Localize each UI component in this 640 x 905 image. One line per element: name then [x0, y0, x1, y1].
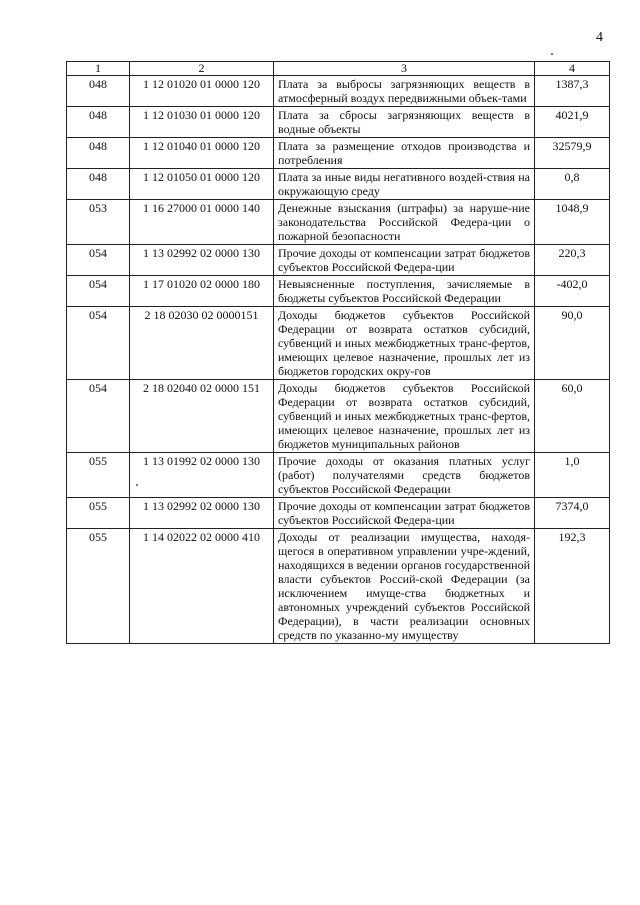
admin-code-cell: 055: [67, 453, 130, 498]
description-cell: Доходы бюджетов субъектов Российской Федерации от возврата остатков субсидий, субвенций и иных межбюджетных транс-фертов, имеющих целевое назначение, прошлых лет из бюджетов городских окру-гов: [274, 307, 535, 380]
admin-code-cell: 055: [67, 529, 130, 644]
admin-code-cell: 048: [67, 107, 130, 138]
description-cell: Прочие доходы от компенсации затрат бюджетов субъектов Российской Федера-ции: [274, 498, 535, 529]
description-cell: Плата за размещение отходов производства и потребления: [274, 138, 535, 169]
table-row: [67, 138, 610, 169]
budget-code-cell: 1 17 01020 02 0000 180: [130, 276, 274, 307]
table-row: [67, 380, 610, 453]
description-cell: Плата за сбросы загрязняющих веществ в водные объекты: [274, 107, 535, 138]
table-row: [67, 107, 610, 138]
budget-code-cell: 1 14 02022 02 0000 410: [130, 529, 274, 644]
admin-code-cell: 054: [67, 245, 130, 276]
budget-code-cell: 2 18 02030 02 0000151: [130, 307, 274, 380]
table-row: [67, 276, 610, 307]
amount-cell: -402,0: [535, 276, 610, 307]
amount-cell: 4021,9: [535, 107, 610, 138]
amount-cell: 192,3: [535, 529, 610, 644]
amount-cell: 1387,3: [535, 76, 610, 107]
admin-code-cell: 048: [67, 169, 130, 200]
admin-code-cell: 054: [67, 307, 130, 380]
amount-cell: 7374,0: [535, 498, 610, 529]
amount-cell: 0,8: [535, 169, 610, 200]
budget-code-cell: 1 13 01992 02 0000 130: [130, 453, 274, 498]
description-cell: Прочие доходы от оказания платных услуг (работ) получателями средств бюджетов субъектов Российской Федерации: [274, 453, 535, 498]
admin-code-cell: 054: [67, 276, 130, 307]
description-cell: Плата за выбросы загрязняющих веществ в атмосферный воздух передвижными объек-тами: [274, 76, 535, 107]
column-header-3: 3: [274, 62, 535, 76]
amount-cell: 1048,9: [535, 200, 610, 245]
table-row: [67, 307, 610, 380]
admin-code-cell: 053: [67, 200, 130, 245]
scan-speck: [551, 53, 553, 55]
admin-code-cell: 048: [67, 138, 130, 169]
description-cell: Доходы бюджетов субъектов Российской Федерации от возврата остатков субсидий, субвенций и иных межбюджетных транс-фертов, имеющих целевое назначение, прошлых лет из бюджетов муниципальных районов: [274, 380, 535, 453]
budget-code-cell: 1 12 01020 01 0000 120: [130, 76, 274, 107]
budget-code-cell: 1 12 01040 01 0000 120: [130, 138, 274, 169]
table-row: [67, 169, 610, 200]
amount-cell: 90,0: [535, 307, 610, 380]
description-cell: Невыясненные поступления, зачисляемые в бюджеты субъектов Российской Федерации: [274, 276, 535, 307]
column-header-2: 2: [130, 62, 274, 76]
amount-cell: 1,0: [535, 453, 610, 498]
table-row: [67, 529, 610, 644]
amount-cell: 32579,9: [535, 138, 610, 169]
budget-code-cell: 1 13 02992 02 0000 130: [130, 498, 274, 529]
amount-cell: 220,3: [535, 245, 610, 276]
table-row: [67, 453, 610, 498]
description-cell: Плата за иные виды негативного воздей-ствия на окружающую среду: [274, 169, 535, 200]
budget-code-cell: 1 12 01050 01 0000 120: [130, 169, 274, 200]
table-row: [67, 498, 610, 529]
column-header-4: 4: [535, 62, 610, 76]
column-number-row: [67, 62, 610, 76]
admin-code-cell: 048: [67, 76, 130, 107]
admin-code-cell: 054: [67, 380, 130, 453]
table-row: [67, 76, 610, 107]
column-header-1: 1: [67, 62, 130, 76]
table-row: [67, 200, 610, 245]
description-cell: Прочие доходы от компенсации затрат бюджетов субъектов Российской Федера-ции: [274, 245, 535, 276]
budget-code-cell: 1 12 01030 01 0000 120: [130, 107, 274, 138]
budget-code-cell: 1 16 27000 01 0000 140: [130, 200, 274, 245]
budget-code-cell: 1 13 02992 02 0000 130: [130, 245, 274, 276]
amount-cell: 60,0: [535, 380, 610, 453]
admin-code-cell: 055: [67, 498, 130, 529]
page-number: 4: [596, 30, 603, 45]
description-cell: Доходы от реализации имущества, находя-щегося в оперативном управлении учре-ждений, находящихся в ведении органов государственной власти субъектов Россий-ской Федерации (за исключением имуще-ства бюджетных и автономных учреждений субъектов Российской Федерации), в части реализации основных средств по указанно-му имуществу: [274, 529, 535, 644]
budget-code-cell: 2 18 02040 02 0000 151: [130, 380, 274, 453]
table-row: [67, 245, 610, 276]
revenue-table: [66, 61, 610, 644]
description-cell: Денежные взыскания (штрафы) за наруше-ние законодательства Российской Федера-ции о пожарной безопасности: [274, 200, 535, 245]
